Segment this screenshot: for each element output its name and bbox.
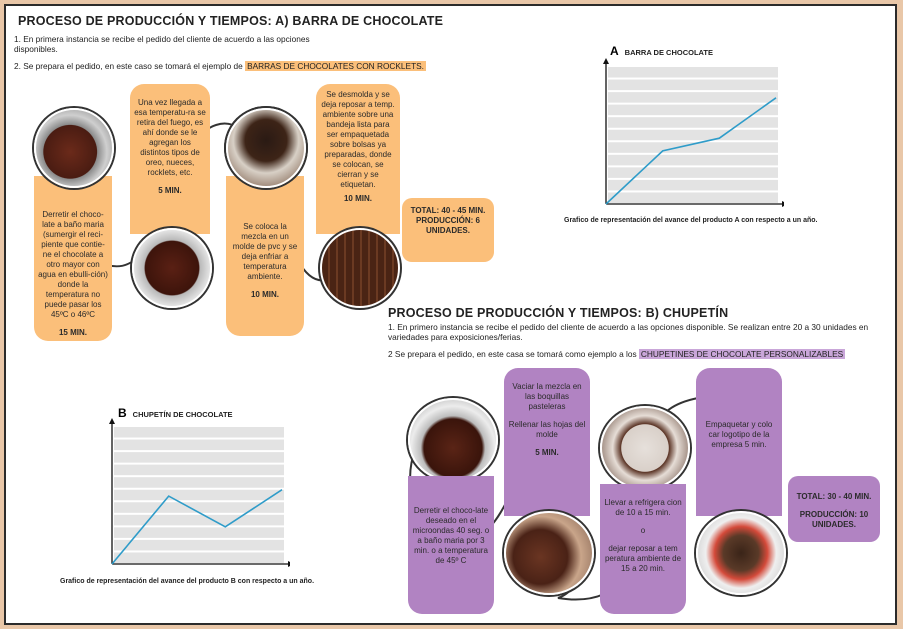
- infographic-sheet: [4, 4, 897, 625]
- chart-a-grid-band: [608, 92, 778, 103]
- section-b-box2-text: Vaciar la mezcla en las boquillas pasteleras: [512, 382, 582, 411]
- section-a-step-box-2: [130, 84, 210, 234]
- section-a-step2: [14, 61, 474, 71]
- chart-b: [100, 418, 290, 570]
- photo-melting-chocolate-b: [408, 398, 498, 482]
- section-a-box3-time: 10 MIN.: [250, 290, 279, 299]
- chart-a-grid-band: [608, 192, 778, 203]
- chart-a-grid-band: [608, 80, 778, 91]
- section-a-total: TOTAL: 40 - 45 MIN.: [410, 206, 486, 215]
- section-a-box1-time: 15 MIN.: [58, 328, 87, 337]
- chart-a-grid-band: [608, 130, 778, 141]
- section-b-box2-text2: Rellenar las hojas del molde: [508, 420, 586, 439]
- chart-b-grid-band: [114, 515, 284, 526]
- section-a-title: PROCESO DE PRODUCCIÓN Y TIEMPOS: A) BARRA DE CHOCOLATE: [18, 14, 444, 28]
- chart-b-grid-band: [114, 527, 284, 538]
- chart-b-grid-band: [114, 477, 284, 488]
- section-b-title: PROCESO DE PRODUCCIÓN Y TIEMPOS: B) CHUPETÍN: [388, 306, 729, 320]
- chart-b-grid-band: [114, 452, 284, 463]
- chart-a-letter: A: [610, 44, 619, 58]
- section-b-step2-highlight: CHUPETINES DE CHOCOLATE PERSONALIZABLES: [640, 349, 844, 359]
- section-a-box4-time: 10 MIN.: [343, 194, 372, 203]
- photo-chocolate-lollipops: [600, 406, 690, 490]
- section-b-box3-text2: dejar reposar a tem peratura ambiente de 15 a 20 min.: [604, 544, 682, 573]
- chart-b-grid-band: [114, 502, 284, 513]
- section-a-box3-text: Se coloca la mezcla en un molde de pvc y se deja enfriar a temperatura ambiente.: [232, 222, 298, 281]
- section-b-box3-or: o: [640, 526, 646, 535]
- section-a-step2-prefix: 2. Se prepara el pedido, en este caso se tomará el ejemplo de: [14, 61, 243, 71]
- section-b-box4-text: Empaquetar y colo car logotipo de la empresa 5 min.: [705, 420, 773, 449]
- chart-a-caption: Grafico de representación del avance del producto A con respecto a un año.: [564, 217, 818, 224]
- chart-b-y-axis-arrow: [109, 418, 115, 424]
- photo-mixing-chocolate: [132, 228, 212, 308]
- section-b-step2: [388, 349, 888, 359]
- section-b-step-box-3: [600, 484, 686, 614]
- section-b-box1-text: Derretir el choco-late deseado en el microondas 40 seg. o a baño maria por 3 min. o a temperatura de 45º C: [412, 506, 490, 565]
- chart-a-y-axis-arrow: [603, 58, 609, 64]
- section-b-step2-prefix: 2 Se prepara el pedido, en este casa se tomará como ejemplo a los: [388, 349, 637, 359]
- photo-melting-chocolate: [34, 108, 114, 188]
- section-a-step-box-3: [226, 176, 304, 336]
- chart-a-grid-band: [608, 117, 778, 128]
- section-b-box2-time: 5 MIN.: [535, 448, 559, 457]
- chart-b-title: CHUPETÍN DE CHOCOLATE: [132, 410, 233, 419]
- photo-chocolate-bars: [320, 228, 400, 308]
- section-a-total-box: [402, 198, 494, 262]
- section-b-total: TOTAL: 30 - 40 MIN.: [796, 492, 872, 501]
- chart-a-grid-band: [608, 167, 778, 178]
- section-b-total-box: [788, 476, 880, 542]
- section-a-production: PRODUCCIÓN: 6 UNIDADES.: [415, 216, 480, 235]
- photo-pvc-mold-front: [226, 108, 306, 188]
- section-b-step1: 1. En primero instancia se recibe el pedido del cliente de acuerdo a las opciones disponible. Se realizan entre 20 a 30 unidades en variedades para exposiciones/ferias.: [388, 322, 869, 342]
- photo-packaged-lollipops: [696, 511, 786, 595]
- section-a-step1: 1. En primera instancia se recibe el pedido del cliente de acuerdo a las opciones disponibles.: [14, 34, 310, 54]
- section-b-step-box-4: [696, 368, 782, 516]
- chart-a-grid-band: [608, 155, 778, 166]
- section-b-box3-text: Llevar a refrigera cion de 10 a 15 min.: [604, 498, 682, 517]
- chart-b-grid-band: [114, 440, 284, 451]
- photo-filling-mold: [504, 511, 594, 595]
- chart-b-grid-band: [114, 427, 284, 438]
- chart-b-grid-band: [114, 490, 284, 501]
- section-a-box1-text: Derretir el choco-late a baño maria (sumergir el reci-piente que contie-ne el chocolate a otro mayor con agua en ebulli-ción) donde la temperatura no puede pasar los 45ºC o 46ºC: [38, 210, 108, 319]
- chart-b-letter: B: [118, 406, 127, 420]
- chart-a: [594, 58, 784, 210]
- section-a-box2-time: 5 MIN.: [158, 186, 182, 195]
- chart-a-title: BARRA DE CHOCOLATE: [624, 48, 714, 57]
- section-b-step-box-2: [504, 368, 590, 516]
- section-a-box4-text: Se desmolda y se deja reposar a temp. ambiente sobre una bandeja lista para ser empaquetada sobre bolsas ya preparadas, donde se colocan, se cierran y se etiquetan.: [321, 90, 395, 189]
- section-b-production: PRODUCCIÓN: 10 UNIDADES.: [799, 510, 869, 529]
- chart-a-grid-band: [608, 180, 778, 191]
- chart-b-x-axis-arrow: [288, 561, 290, 567]
- chart-b-grid-band: [114, 540, 284, 551]
- chart-b-grid-band: [114, 552, 284, 563]
- section-a-box2-text: Una vez llegada a esa temperatu-ra se retira del fuego, es ahí donde se le agregan los distintos tipos de oreo, nueces, rocklets, etc.: [134, 98, 206, 177]
- chart-a-x-axis-arrow: [782, 201, 784, 207]
- section-a-step-box-4: [316, 84, 400, 234]
- section-a-step2-highlight: BARRAS DE CHOCOLATES CON ROCKLETS.: [247, 61, 424, 71]
- chart-b-grid-band: [114, 465, 284, 476]
- section-a-step-box-1: [34, 176, 112, 341]
- section-b-step-box-1: [408, 476, 494, 614]
- chart-b-caption: Grafico de representación del avance del producto B con respecto a un año.: [60, 578, 315, 585]
- chart-a-grid-band: [608, 67, 778, 78]
